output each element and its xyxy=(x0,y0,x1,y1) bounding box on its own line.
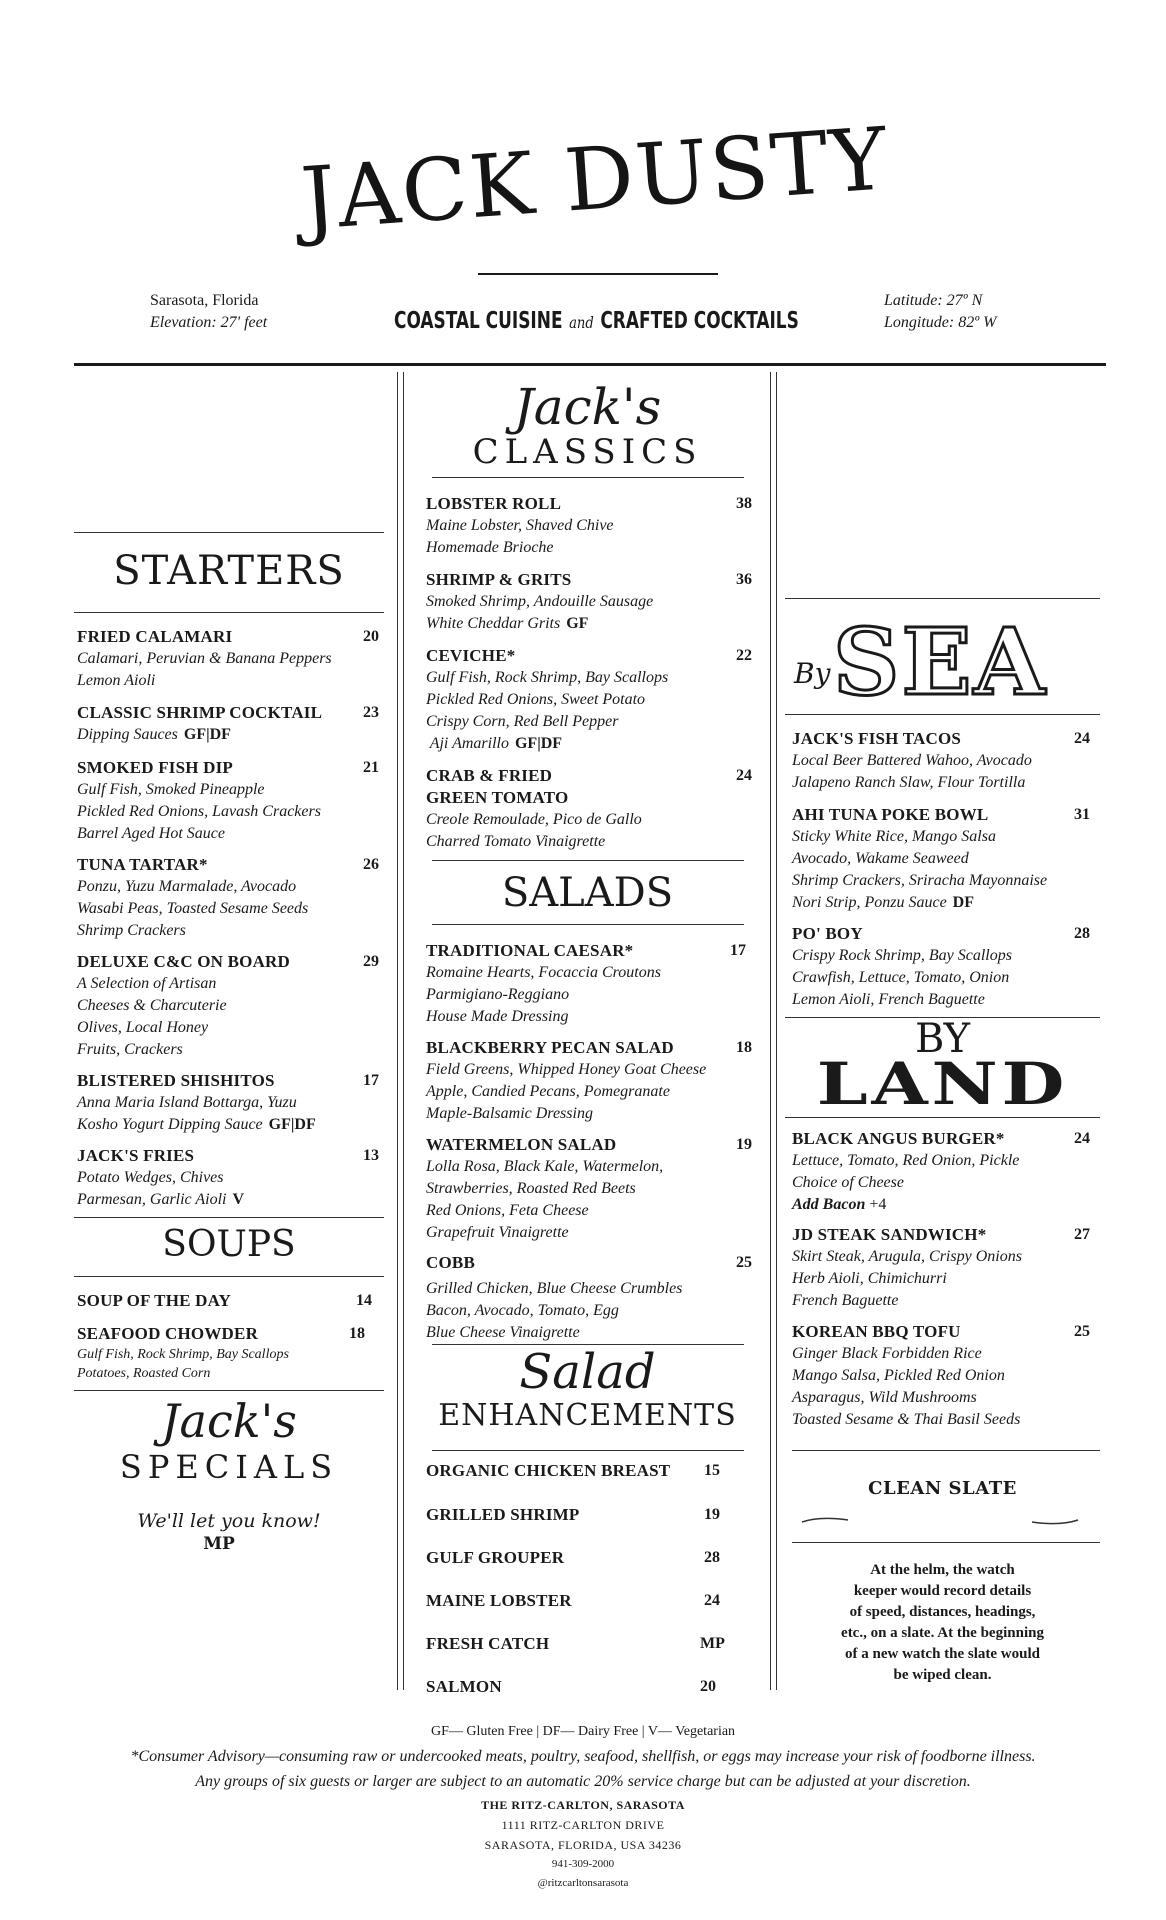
tagline-and: and xyxy=(569,313,594,332)
item-price: 17 xyxy=(363,1072,379,1089)
service-charge-note: Any groups of six guests or larger are subject to an automatic 20% service charge but can be adjusted at your discretion. xyxy=(195,1773,971,1790)
section-rule xyxy=(785,1117,1100,1118)
item-desc: Bacon, Avocado, Tomato, Egg xyxy=(426,1302,619,1319)
flourish-left-icon xyxy=(800,1512,850,1526)
section-rule xyxy=(432,860,744,861)
item-desc: Charred Tomato Vinaigrette xyxy=(426,833,606,850)
item-desc: Pickled Red Onions, Lavash Crackers xyxy=(77,803,321,820)
item-name: SOUP OF THE DAY xyxy=(77,1291,231,1310)
item-desc: Homemade Brioche xyxy=(426,539,554,556)
item-name: SEAFOOD CHOWDER xyxy=(77,1324,259,1343)
item-desc: Red Onions, Feta Cheese xyxy=(426,1202,589,1219)
item-desc: Apple, Candied Pecans, Pomegranate xyxy=(426,1083,670,1100)
tagline xyxy=(394,308,799,334)
item-desc: Toasted Sesame & Thai Basil Seeds xyxy=(792,1411,1021,1428)
brand-underline xyxy=(478,273,718,275)
menu-item xyxy=(77,951,379,1061)
item-desc: French Baguette xyxy=(792,1292,899,1309)
item-desc: Crispy Corn, Red Bell Pepper xyxy=(426,713,619,730)
item-desc: A Selection of Artisan xyxy=(77,975,217,992)
enhancement-item xyxy=(426,1590,731,1612)
clean-slate-title: CLEAN SLATE xyxy=(868,1478,1017,1499)
column-divider xyxy=(403,372,404,1690)
item-desc: Ponzu, Yuzu Marmalade, Avocado xyxy=(77,878,297,895)
menu-item xyxy=(792,1128,1090,1216)
enhancement-item xyxy=(426,1547,731,1569)
section-rule xyxy=(792,1450,1100,1451)
soups-title: SOUPS xyxy=(162,1224,296,1265)
item-price: 28 xyxy=(704,1549,720,1566)
item-desc: Crispy Rock Shrimp, Bay Scallops xyxy=(792,947,1012,964)
item-desc: Calamari, Peruvian & Banana Peppers xyxy=(77,650,332,667)
item-price: 22 xyxy=(736,647,752,664)
item-name: CLASSIC SHRIMP COCKTAIL xyxy=(77,703,323,722)
menu-item xyxy=(77,854,379,942)
hotel-name: THE RITZ-CARLTON, SARASOTA xyxy=(481,1798,685,1812)
address-line-2: SARASOTA, FLORIDA, USA 34236 xyxy=(484,1838,682,1852)
item-desc: Lemon Aioli xyxy=(77,672,156,689)
diet-tag: GF|DF xyxy=(183,726,231,743)
item-desc: Avocado, Wakame Seaweed xyxy=(792,850,969,867)
longitude: Longitude: 82º W xyxy=(884,314,997,331)
item-desc: Cheeses & Charcuterie xyxy=(77,997,227,1014)
item-price: 19 xyxy=(736,1136,752,1153)
enhancement-item xyxy=(426,1633,731,1655)
menu-item xyxy=(77,1145,379,1211)
item-price: 25 xyxy=(1074,1323,1090,1340)
item-name: ORGANIC CHICKEN BREAST xyxy=(426,1461,671,1480)
item-name: COBB xyxy=(426,1253,475,1272)
item-desc: Maine Lobster, Shaved Chive xyxy=(426,517,614,534)
diet-tag: GF xyxy=(566,615,589,632)
classics-title: CLASSICS xyxy=(472,432,703,472)
item-desc: Skirt Steak, Arugula, Crispy Onions xyxy=(792,1248,1022,1265)
item-desc: Gulf Fish, Rock Shrimp, Bay Scallops xyxy=(77,1347,289,1362)
item-desc: Aji Amarillo GF|DF xyxy=(426,735,563,752)
item-desc: Wasabi Peas, Toasted Sesame Seeds xyxy=(77,900,309,917)
item-name: PO' BOY xyxy=(792,924,863,943)
section-rule xyxy=(74,532,384,533)
sea-title-small: By xyxy=(794,657,831,690)
menu-item xyxy=(792,804,1090,914)
item-price: 15 xyxy=(704,1462,720,1479)
item-name: MAINE LOBSTER xyxy=(426,1591,572,1610)
item-name: LOBSTER ROLL xyxy=(426,494,562,513)
section-rule xyxy=(74,1390,384,1391)
item-desc: Mango Salsa, Pickled Red Onion xyxy=(792,1367,1005,1384)
item-name: JACK'S FRIES xyxy=(77,1146,195,1165)
item-desc: Lemon Aioli, French Baguette xyxy=(792,991,985,1008)
enhancement-item xyxy=(426,1676,731,1698)
item-desc: Ginger Black Forbidden Rice xyxy=(792,1345,982,1362)
column-divider xyxy=(776,372,777,1690)
elevation: Elevation: 27' feet xyxy=(150,314,268,331)
section-rule xyxy=(74,1217,384,1218)
item-price: 24 xyxy=(736,767,752,784)
item-price: 29 xyxy=(363,953,379,970)
item-name: CRAB & FRIED xyxy=(426,766,553,785)
item-price: 18 xyxy=(736,1039,752,1056)
item-price: 23 xyxy=(363,704,379,721)
item-desc: Potatoes, Roasted Corn xyxy=(77,1366,211,1381)
item-desc: Dipping Sauces GF|DF xyxy=(77,726,231,743)
item-price: 17 xyxy=(730,942,746,959)
item-desc: Nori Strip, Ponzu Sauce DF xyxy=(792,894,974,911)
item-name: BLACK ANGUS BURGER* xyxy=(792,1129,1005,1148)
item-name: TRADITIONAL CAESAR* xyxy=(426,941,634,960)
item-name: JACK'S FISH TACOS xyxy=(792,729,962,748)
flourish-right-icon xyxy=(1030,1514,1080,1528)
item-price: 18 xyxy=(349,1325,365,1342)
item-desc: Shrimp Crackers xyxy=(77,922,186,939)
section-rule xyxy=(785,714,1100,715)
menu-item xyxy=(426,493,752,559)
menu-item xyxy=(426,1037,752,1125)
item-desc: Olives, Local Honey xyxy=(77,1019,209,1036)
menu-item xyxy=(426,940,746,1028)
menu-item xyxy=(426,765,752,853)
tagline-right: CRAFTED COCKTAILS xyxy=(600,308,799,334)
section-rule xyxy=(74,1276,384,1277)
item-desc: Potato Wedges, Chives xyxy=(77,1169,224,1186)
item-desc: Parmesan, Garlic Aioli V xyxy=(77,1191,245,1208)
header-divider xyxy=(74,363,1106,366)
item-name-line2: GREEN TOMATO xyxy=(426,788,569,807)
item-desc: Sticky White Rice, Mango Salsa xyxy=(792,828,996,845)
starters-title: STARTERS xyxy=(113,548,345,594)
item-desc: Blue Cheese Vinaigrette xyxy=(426,1324,580,1341)
menu-item xyxy=(792,1321,1090,1431)
item-name: KOREAN BBQ TOFU xyxy=(792,1322,961,1341)
diet-tag: GF|DF xyxy=(268,1116,316,1133)
item-desc: Local Beer Battered Wahoo, Avocado xyxy=(792,752,1032,769)
item-desc: Jalapeno Ranch Slaw, Flour Tortilla xyxy=(792,774,1026,791)
specials-note: We'll let you know! xyxy=(137,1510,321,1532)
diet-tag: DF xyxy=(952,894,974,911)
specials-script-title: Jack's xyxy=(161,1394,297,1448)
item-price: 26 xyxy=(363,856,379,873)
item-desc: Barrel Aged Hot Sauce xyxy=(77,825,225,842)
item-name: FRESH CATCH xyxy=(426,1634,550,1653)
item-desc: Shrimp Crackers, Sriracha Mayonnaise xyxy=(792,872,1048,889)
specials-price: MP xyxy=(203,1534,235,1554)
land-title-big: LAND xyxy=(816,1050,1069,1118)
salads-title: SALADS xyxy=(501,870,674,916)
section-rule xyxy=(432,1450,744,1451)
enhancements-script-title: Salad xyxy=(519,1344,656,1400)
item-price: 14 xyxy=(356,1292,372,1309)
item-price: 13 xyxy=(363,1147,379,1164)
menu-item xyxy=(426,645,752,755)
item-name: BLACKBERRY PECAN SALAD xyxy=(426,1038,674,1057)
item-price: 24 xyxy=(704,1592,720,1609)
menu-item xyxy=(77,1290,372,1312)
coordinates-block xyxy=(884,290,997,334)
menu-item xyxy=(792,1224,1090,1312)
item-desc: Grilled Chicken, Blue Cheese Crumbles xyxy=(426,1280,683,1297)
enhancement-item xyxy=(426,1504,731,1526)
section-rule xyxy=(432,477,744,478)
item-desc: Smoked Shrimp, Andouille Sausage xyxy=(426,593,654,610)
location-city: Sarasota, Florida xyxy=(150,292,259,309)
menu-item xyxy=(426,1252,752,1344)
item-desc: Gulf Fish, Rock Shrimp, Bay Scallops xyxy=(426,669,669,686)
menu-item xyxy=(77,1323,377,1383)
brand-title: JACK DUSTY xyxy=(298,109,893,250)
menu-item xyxy=(426,1134,752,1244)
menu-item xyxy=(426,569,752,635)
item-desc: Lolla Rosa, Black Kale, Watermelon, xyxy=(426,1158,664,1175)
tagline-left: COASTAL CUISINE xyxy=(394,308,563,334)
item-name: SMOKED FISH DIP xyxy=(77,758,234,777)
enhancements-title: ENHANCEMENTS xyxy=(438,1398,737,1433)
item-price: 19 xyxy=(704,1506,720,1523)
item-price: 24 xyxy=(1074,730,1090,747)
menu-item xyxy=(77,757,379,845)
diet-tag: GF|DF xyxy=(514,735,563,752)
item-desc: Parmigiano-Reggiano xyxy=(426,986,570,1003)
menu-item xyxy=(792,728,1090,794)
enhancement-item xyxy=(426,1460,731,1482)
latitude: Latitude: 27º N xyxy=(884,292,983,309)
sea-title-big: SEA xyxy=(833,608,1047,716)
column-divider xyxy=(397,372,398,1690)
item-desc: Strawberries, Roasted Red Beets xyxy=(426,1180,636,1197)
section-rule xyxy=(74,612,384,613)
item-price: 27 xyxy=(1074,1226,1090,1243)
item-name: GULF GROUPER xyxy=(426,1548,565,1567)
item-name: SALMON xyxy=(426,1677,502,1696)
item-name: TUNA TARTAR* xyxy=(77,855,208,874)
location-block xyxy=(150,290,267,334)
item-desc: Maple-Balsamic Dressing xyxy=(426,1105,593,1122)
specials-title: SPECIALS xyxy=(119,1448,339,1486)
item-price: 25 xyxy=(736,1254,752,1271)
column-divider xyxy=(770,372,771,1690)
item-price: 20 xyxy=(363,628,379,645)
phone: 941-309-2000 xyxy=(551,1858,615,1870)
menu-item xyxy=(77,1070,379,1136)
item-price: MP xyxy=(700,1635,725,1652)
item-desc: Lettuce, Tomato, Red Onion, Pickle xyxy=(792,1152,1020,1169)
consumer-advisory: *Consumer Advisory—consuming raw or undercooked meats, poultry, seafood, shellfish, or eggs may increase your risk of foodborne illness. xyxy=(130,1748,1036,1765)
item-desc: Anna Maria Island Bottarga, Yuzu xyxy=(77,1094,297,1111)
menu-item xyxy=(77,626,379,692)
item-desc: Gulf Fish, Smoked Pineapple xyxy=(77,781,265,798)
address-line-1: 1111 RITZ-CARLTON DRIVE xyxy=(501,1818,665,1832)
item-desc: Romaine Hearts, Focaccia Croutons xyxy=(426,964,661,981)
item-name: FRIED CALAMARI xyxy=(77,627,233,646)
item-desc: Kosho Yogurt Dipping Sauce GF|DF xyxy=(77,1116,316,1133)
item-addon: Add Bacon +4 xyxy=(792,1196,887,1213)
item-desc: Creole Remoulade, Pico de Gallo xyxy=(426,811,642,828)
item-desc: Asparagus, Wild Mushrooms xyxy=(792,1389,977,1406)
section-rule xyxy=(432,924,744,925)
item-desc: Field Greens, Whipped Honey Goat Cheese xyxy=(426,1061,707,1078)
land-title-small: BY xyxy=(914,1016,971,1062)
item-name: GRILLED SHRIMP xyxy=(426,1505,580,1524)
item-name: JD STEAK SANDWICH* xyxy=(792,1225,987,1244)
item-desc: House Made Dressing xyxy=(426,1008,569,1025)
item-desc: Grapefruit Vinaigrette xyxy=(426,1224,569,1241)
item-desc: Pickled Red Onions, Sweet Potato xyxy=(426,691,646,708)
item-name: DELUXE C&C ON BOARD xyxy=(77,952,291,971)
section-rule xyxy=(785,598,1100,599)
item-desc: White Cheddar Grits GF xyxy=(426,615,589,632)
item-price: 28 xyxy=(1074,925,1090,942)
brand-logo xyxy=(298,109,895,260)
item-name: BLISTERED SHISHITOS xyxy=(77,1071,275,1090)
social-handle: @ritzcarltonsarasota xyxy=(537,1877,629,1889)
item-price: 20 xyxy=(700,1678,716,1695)
diet-tag: V xyxy=(232,1191,245,1208)
item-price: 38 xyxy=(736,495,752,512)
item-desc: Fruits, Crackers xyxy=(77,1041,183,1058)
section-rule xyxy=(792,1542,1100,1543)
item-price: 36 xyxy=(736,571,752,588)
classics-script-title: Jack's xyxy=(513,378,662,436)
item-price: 31 xyxy=(1074,806,1090,823)
item-desc: Crawfish, Lettuce, Tomato, Onion xyxy=(792,969,1010,986)
item-name: SHRIMP & GRITS xyxy=(426,570,572,589)
diet-legend: GF— Gluten Free | DF— Dairy Free | V— Vegetarian xyxy=(430,1724,736,1739)
item-name: CEVICHE* xyxy=(426,646,516,665)
menu-item xyxy=(77,702,379,746)
menu-item xyxy=(792,923,1090,1011)
item-name: AHI TUNA POKE BOWL xyxy=(792,805,989,824)
item-name: WATERMELON SALAD xyxy=(426,1135,617,1154)
clean-slate-text: At the helm, the watch keeper would record details of speed, distances, headings, etc., on a slate. At the beginning of a new watch the slate would be wiped clean. xyxy=(841,1562,1044,1683)
item-price: 24 xyxy=(1074,1130,1090,1147)
item-desc: Choice of Cheese xyxy=(792,1174,904,1191)
item-price: 21 xyxy=(363,759,379,776)
item-desc: Herb Aioli, Chimichurri xyxy=(792,1270,947,1287)
